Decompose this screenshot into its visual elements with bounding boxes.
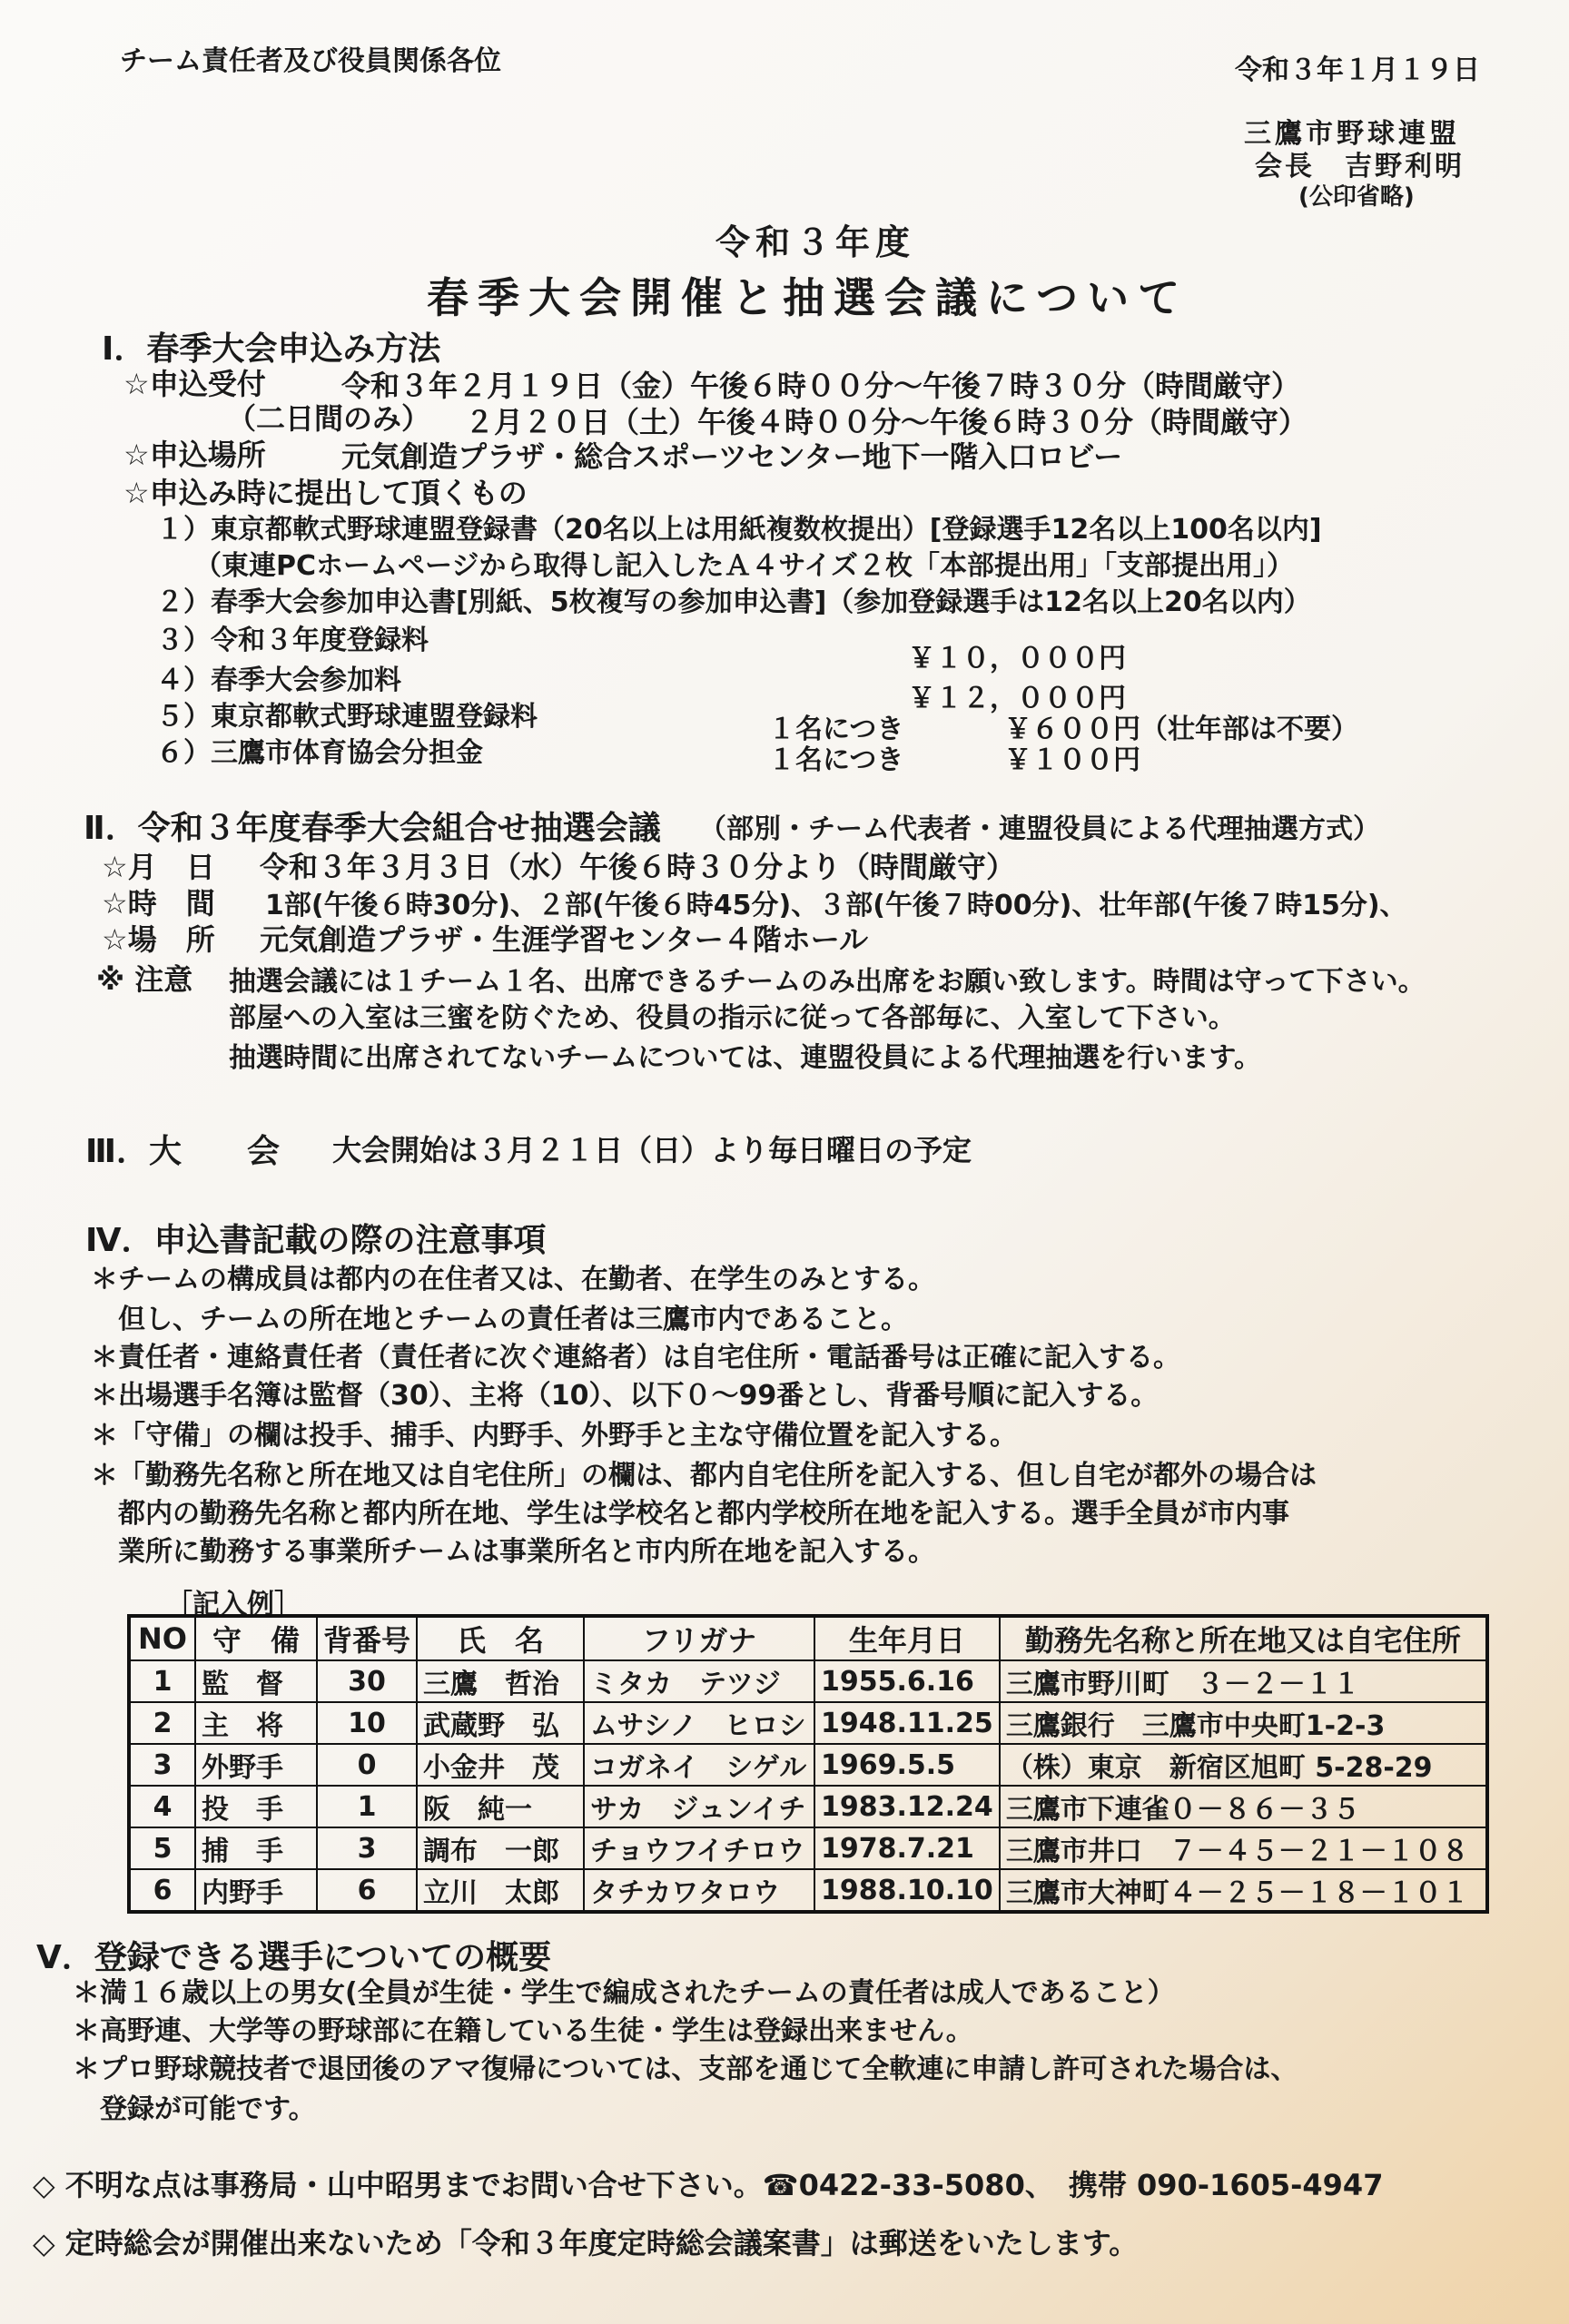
cell-no: 3: [129, 1744, 195, 1786]
cell-birthdate: 1948.11.25: [814, 1702, 1000, 1744]
eligibility-line-1: ＊満１６歳以上の男女(全員が生徒・学生で編成されたチームの責任者は成人であること）: [73, 1977, 1175, 2009]
meeting-place: 元気創造プラザ・生涯学習センター４階ホール: [260, 922, 869, 957]
accept-line2: ２月２０日（土）午後４時００分〜午後６時３０分（時間厳守）: [465, 405, 1308, 439]
notice-line-3: ＊責任者・連絡責任者（責任者に次ぐ連絡者）は自宅住所・電話番号は正確に記入する。: [91, 1342, 1180, 1374]
submit-item-6: ６）三鷹市体育協会分担金: [156, 737, 483, 769]
submit-item-4: ４）春季大会参加料: [156, 665, 401, 696]
recipients: チーム責任者及び役員関係各位: [120, 45, 501, 77]
table-row: [129, 1744, 1487, 1786]
issue-date: 令和３年１月１９日: [1235, 54, 1480, 86]
cell-furigana: タチカワタロウ: [584, 1869, 814, 1912]
table-header-row: [129, 1616, 1487, 1660]
cell-name: 調布 一郎: [417, 1827, 584, 1869]
cell-number: 3: [317, 1827, 417, 1869]
notice-line-1: ＊チームの構成員は都内の在住者又は、在勤者、在学生のみとする。: [91, 1264, 935, 1295]
submit-item-3: ３）令和３年度登録料: [156, 625, 429, 656]
fee-participation: ￥１２，０００円: [908, 683, 1126, 714]
cell-furigana: ミタカ テツジ: [584, 1660, 814, 1702]
cell-birthdate: 1978.7.21: [814, 1827, 1000, 1869]
cell-number: 6: [317, 1869, 417, 1912]
cell-no: 5: [129, 1827, 195, 1869]
cell-no: 6: [129, 1869, 195, 1912]
col-name: 氏 名: [417, 1616, 584, 1660]
title-year: 令和３年度: [715, 222, 916, 262]
notice-line-2: 但し、チームの所在地とチームの責任者は三鷹市内であること。: [91, 1304, 908, 1335]
notice-line-7: 都内の勤務先名称と都内所在地、学生は学校名と都内学校所在地を記入する。選手全員が市内事: [91, 1498, 1289, 1530]
submit-item-1-note: （東連PCホームページから取得し記入したＡ４サイズ２枚「本部提出用」「支部提出用」）: [194, 550, 1295, 582]
col-furigana: フリガナ: [584, 1616, 814, 1660]
place-label: ☆申込場所: [123, 438, 266, 472]
cell-name: 立川 太郎: [417, 1869, 584, 1912]
notice-line-4: ＊出場選手名簿は監督（30）、主将（10）、以下０〜99番とし、背番号順に記入する。: [91, 1380, 1159, 1412]
cell-address: 三鷹銀行 三鷹市中央町1-2-3: [1000, 1702, 1487, 1744]
accept-label: ☆申込受付: [123, 367, 266, 401]
per-person-5: １名につき: [768, 714, 904, 745]
cell-birthdate: 1983.12.24: [814, 1786, 1000, 1827]
cell-address: 三鷹市大神町４－２５－１８－１０１: [1000, 1869, 1487, 1912]
note-label: ※ 注意: [96, 962, 193, 997]
meeting-date-label: ☆月 日: [102, 850, 215, 884]
col-birthdate: 生年月日: [814, 1616, 1000, 1660]
eligibility-line-3: ＊プロ野球競技者で退団後のアマ復帰については、支部を通じて全軟連に申請し許可された場合は、: [73, 2053, 1298, 2085]
submit-item-5: ５）東京都軟式野球連盟登録料: [156, 701, 538, 733]
cell-position: 内野手: [195, 1869, 317, 1912]
tournament-start: 大会開始は３月２１日（日）より毎日曜日の予定: [332, 1133, 972, 1167]
col-no: NO: [129, 1616, 195, 1660]
cell-position: 監 督: [195, 1660, 317, 1702]
eligibility-line-2: ＊高野連、大学等の野球部に在籍している生徒・学生は登録出来ません。: [73, 2015, 973, 2047]
cell-address: 三鷹市下連雀０－８６－３５: [1000, 1786, 1487, 1827]
example-label: ［記入例］: [165, 1589, 301, 1620]
notice-line-8: 業所に勤務する事業所チームは事業所名と市内所在地を記入する。: [91, 1536, 935, 1568]
seal-note: (公印省略): [1298, 183, 1415, 211]
mail-notice: ◇ 定時総会が開催出来ないため「令和３年度定時総会議案書」は郵送をいたします。: [33, 2226, 1139, 2260]
cell-name: 三鷹 哲治: [417, 1660, 584, 1702]
notice-line-6: ＊「勤務先名称と所在地又は自宅住所」の欄は、都内自宅住所を記入する、但し自宅が都外の場合は: [91, 1460, 1317, 1492]
cell-furigana: チョウフイチロウ: [584, 1827, 814, 1869]
note-line3: 抽選時間に出席されてないチームについては、連盟役員による代理抽選を行います。: [229, 1042, 1261, 1074]
cell-position: 主 将: [195, 1702, 317, 1744]
cell-number: 0: [317, 1744, 417, 1786]
contact-info: ◇ 不明な点は事務局・山中昭男までお問い合せ下さい。☎0422-33-5080、 携帯 090-1605-4947: [33, 2168, 1384, 2202]
cell-furigana: サカ ジュンイチ: [584, 1786, 814, 1827]
cell-number: 1: [317, 1786, 417, 1827]
table-row: [129, 1702, 1487, 1744]
cell-birthdate: 1969.5.5: [814, 1744, 1000, 1786]
two-days-note: （二日間のみ）: [227, 401, 431, 436]
cell-birthdate: 1988.10.10: [814, 1869, 1000, 1912]
cell-birthdate: 1955.6.16: [814, 1660, 1000, 1702]
place: 元気創造プラザ・総合スポーツセンター地下一階入口ロビー: [341, 439, 1123, 474]
fee-registration: ￥１０，０００円: [908, 643, 1126, 675]
cell-furigana: コガネイ シゲル: [584, 1744, 814, 1786]
meeting-date: 令和３年３月３日（水）午後６時３０分より（時間厳守）: [260, 850, 1016, 884]
cell-number: 10: [317, 1702, 417, 1744]
meeting-time: 1部(午後６時30分)、２部(午後６時45分)、３部(午後７時00分)、壮年部(午後７時15分)、: [265, 890, 1407, 921]
col-position: 守 備: [195, 1616, 317, 1660]
note-line2: 部屋への入室は三蜜を防ぐため、役員の指示に従って各部毎に、入室して下さい。: [229, 1002, 1236, 1034]
organization: 三鷹市野球連盟: [1244, 118, 1460, 150]
example-table: [127, 1614, 1489, 1914]
cell-address: 三鷹市井口 ７－４５－２１－１０８: [1000, 1827, 1487, 1869]
cell-no: 4: [129, 1786, 195, 1827]
col-address: 勤務先名称と所在地又は自宅住所: [1000, 1616, 1487, 1660]
table-row: [129, 1786, 1487, 1827]
page-title: 春季大会開催と抽選会議について: [427, 273, 1189, 322]
cell-number: 30: [317, 1660, 417, 1702]
cell-position: 外野手: [195, 1744, 317, 1786]
fee-tokyo: ￥６００円（壮年部は不要）: [1004, 714, 1358, 745]
president: 会長 吉野利明: [1255, 151, 1465, 182]
cell-name: 阪 純一: [417, 1786, 584, 1827]
col-number: 背番号: [317, 1616, 417, 1660]
meeting-time-label: ☆時 間: [102, 886, 215, 921]
cell-position: 捕 手: [195, 1827, 317, 1869]
accept-line1: 令和３年２月１９日（金）午後６時００分〜午後７時３０分（時間厳守）: [341, 369, 1301, 403]
table-row: [129, 1827, 1487, 1869]
section4-heading: Ⅳ．申込書記載の際の注意事項: [85, 1222, 547, 1259]
section1-heading: Ⅰ．春季大会申込み方法: [102, 330, 441, 368]
note-line1: 抽選会議には１チーム１名、出席できるチームのみ出席をお願い致します。時間は守って下さい。: [229, 966, 1426, 998]
submit-label: ☆申込み時に提出して頂くもの: [123, 476, 528, 510]
fee-city: ￥１００円: [1004, 744, 1140, 776]
cell-furigana: ムサシノ ヒロシ: [584, 1702, 814, 1744]
cell-no: 1: [129, 1660, 195, 1702]
section3-heading: Ⅲ．大 会: [85, 1133, 281, 1170]
cell-position: 投 手: [195, 1786, 317, 1827]
cell-no: 2: [129, 1702, 195, 1744]
meeting-place-label: ☆場 所: [102, 922, 215, 957]
per-person-6: １名につき: [768, 744, 904, 776]
table-row: [129, 1869, 1487, 1912]
section2-heading-note: （部別・チーム代表者・連盟役員による代理抽選方式）: [699, 813, 1380, 845]
cell-address: （株）東京 新宿区旭町 5-28-29: [1000, 1744, 1487, 1786]
cell-name: 武蔵野 弘: [417, 1702, 584, 1744]
eligibility-line-4: 登録が可能です。: [73, 2093, 316, 2125]
table-row: [129, 1660, 1487, 1702]
submit-item-2: ２）春季大会参加申込書[別紙、5枚複写の参加申込書]（参加登録選手は12名以上20名以内）: [156, 586, 1311, 618]
section2-heading: Ⅱ．令和３年度春季大会組合せ抽選会議: [84, 810, 661, 847]
notice-line-5: ＊「守備」の欄は投手、捕手、内野手、外野手と主な守備位置を記入する。: [91, 1420, 1017, 1452]
submit-item-1: １）東京都軟式野球連盟登録書（20名以上は用紙複数枚提出）[登録選手12名以上100名以内]: [156, 514, 1322, 546]
cell-address: 三鷹市野川町 ３－２－１１: [1000, 1660, 1487, 1702]
cell-name: 小金井 茂: [417, 1744, 584, 1786]
section5-heading: Ⅴ．登録できる選手についての概要: [36, 1939, 552, 1976]
